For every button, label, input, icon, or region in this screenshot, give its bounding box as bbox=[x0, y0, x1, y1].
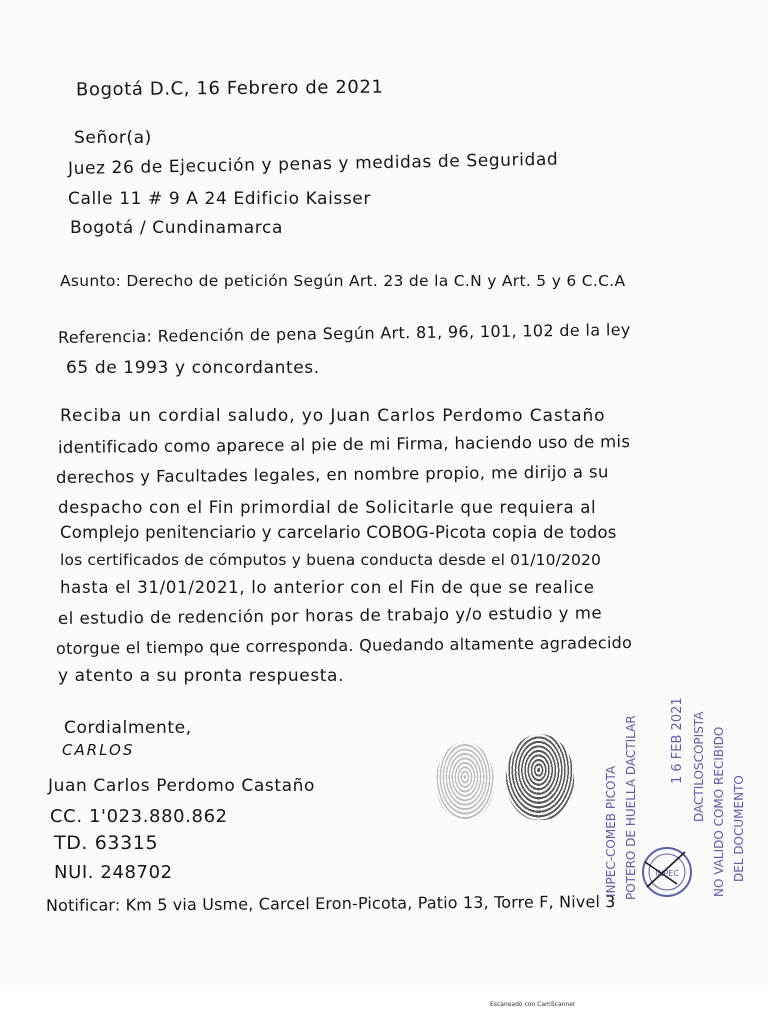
body-line-10: y atento a su pronta respuesta. bbox=[58, 666, 345, 686]
signer-nui: NUI. 248702 bbox=[54, 862, 173, 883]
date-line: Bogotá D.C, 16 Febrero de 2021 bbox=[75, 76, 384, 101]
scanner-footer: Escaneado con CamScanner bbox=[490, 1001, 576, 1008]
body-line-4: despacho con el Fin primordial de Solicitarle que requiera al bbox=[58, 498, 597, 517]
body-line-5: Complejo penitenciario y carcelario COBOG-Picota copia de todos bbox=[60, 523, 617, 542]
signer-cc: CC. 1'023.880.862 bbox=[50, 806, 228, 827]
body-line-1: Reciba un cordial saludo, yo Juan Carlos Perdomo Castaño bbox=[60, 406, 606, 426]
scan-footer-band bbox=[0, 985, 768, 1024]
recipient-city: Bogotá / Cundinamarca bbox=[70, 218, 283, 238]
notify-line: Notificar: Km 5 via Usme, Carcel Eron-Picota, Patio 13, Torre F, Nivel 3 bbox=[45, 892, 616, 915]
stamp-line-3: 1 6 FEB 2021 bbox=[670, 697, 685, 784]
body-line-9: otorgue el tiempo que corresponda. Quedando altamente agradecido bbox=[55, 632, 633, 658]
stamp-line-1: INPEC-COMEB PICOTA bbox=[604, 765, 618, 897]
fingerprint-right bbox=[506, 734, 574, 820]
signature: CARLOS bbox=[62, 741, 135, 759]
recipient-address: Calle 11 # 9 A 24 Edificio Kaisser bbox=[68, 189, 371, 209]
inpec-stamp bbox=[585, 672, 768, 922]
body-line-6: los certificados de cómputos y buena conducta desde el 01/10/2020 bbox=[60, 551, 602, 569]
signer-td: TD. 63315 bbox=[54, 832, 159, 854]
body-line-2: identificado como aparece al pie de mi Firma, haciendo uso de mis bbox=[57, 432, 631, 457]
reference-line-2: 65 de 1993 y concordantes. bbox=[66, 358, 320, 378]
signer-name: Juan Carlos Perdomo Castaño bbox=[48, 776, 315, 796]
emblem-label: INPEC bbox=[655, 869, 679, 878]
inpec-emblem bbox=[643, 848, 691, 896]
body-line-7: hasta el 31/01/2021, lo anterior con el Fin de que se realice bbox=[60, 578, 595, 597]
stamp-line-5: NO VALIDO COMO RECIBIDO bbox=[712, 726, 726, 897]
recipient-judge: Juez 26 de Ejecución y penas y medidas de Seguridad bbox=[67, 149, 559, 179]
subject-line: Asunto: Derecho de petición Según Art. 23 de la C.N y Art. 5 y 6 C.C.A bbox=[60, 272, 626, 290]
salutation-title: Señor(a) bbox=[74, 128, 152, 148]
stamp-line-4: DACTILOSCOPISTA bbox=[692, 711, 706, 822]
stamp-line-2: POTERO DE HUELLA DACTILAR bbox=[624, 715, 638, 900]
stamp-line-6: DEL DOCUMENTO bbox=[732, 775, 746, 882]
fingerprint-left bbox=[436, 742, 494, 820]
body-line-3: derechos y Facultades legales, en nombre propio, me dirijo a su bbox=[55, 462, 609, 487]
body-line-8: el estudio de redención por horas de trabajo y/o estudio y me bbox=[57, 603, 603, 628]
closing: Cordialmente, bbox=[64, 718, 192, 738]
reference-line-1: Referencia: Redención de pena Según Art. 81, 96, 101, 102 de la ley bbox=[57, 320, 631, 347]
